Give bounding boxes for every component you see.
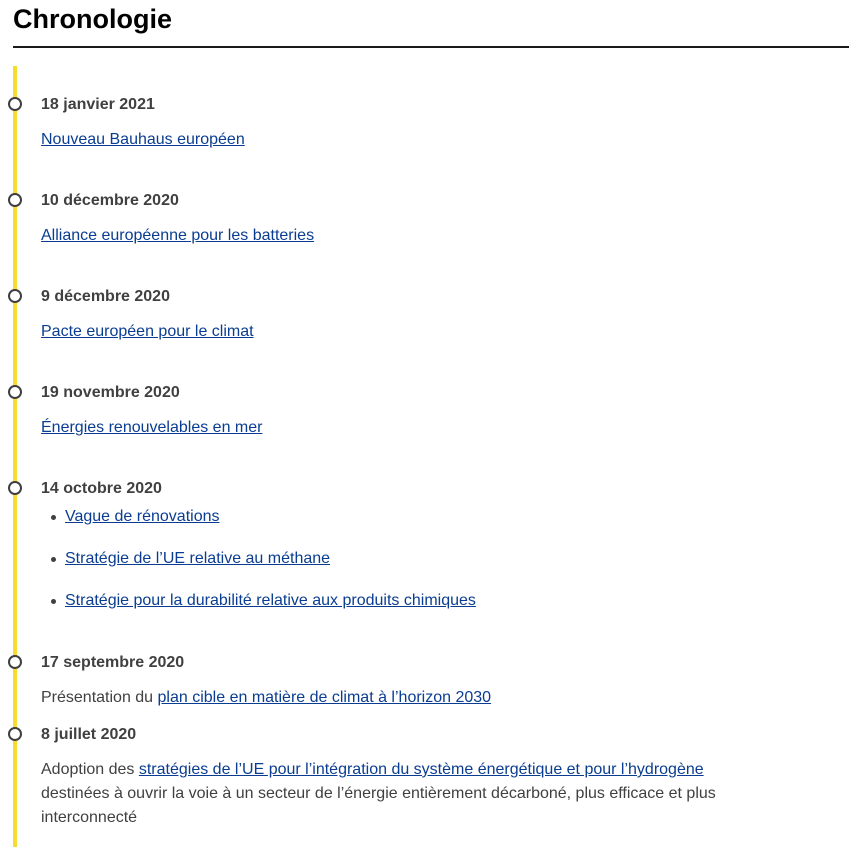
content-suffix: destinées à ouvrir la voie à un secteur de l’énergie entièrement décarboné, plus efficace et plus interconnecté	[41, 785, 716, 826]
link-plan-cible-climat[interactable]: plan cible en matière de climat à l’horizon 2030	[157, 689, 492, 706]
timeline-content	[41, 320, 781, 344]
link-strategies-integration-hydrogene[interactable]: stratégies de l’UE pour l’intégration du système énergétique et pour l’hydrogène	[138, 761, 704, 778]
list-item	[65, 505, 219, 529]
timeline-marker-icon	[8, 385, 22, 399]
timeline-date: 17 septembre 2020	[41, 654, 185, 671]
timeline-date: 10 décembre 2020	[41, 192, 179, 209]
list-item	[65, 589, 476, 613]
timeline-content	[41, 224, 781, 248]
timeline-marker-icon	[8, 97, 22, 111]
title-divider	[13, 46, 849, 48]
link-vague-renovations[interactable]: Vague de rénovations	[65, 508, 220, 525]
link-alliance-batteries[interactable]: Alliance européenne pour les batteries	[41, 227, 315, 244]
timeline-date: 8 juillet 2020	[41, 726, 137, 743]
link-pacte-climat[interactable]: Pacte européen pour le climat	[41, 323, 254, 340]
timeline-date: 18 janvier 2021	[41, 96, 155, 113]
page-title: Chronologie	[13, 4, 172, 34]
list-item	[65, 547, 330, 571]
link-strategie-produits-chimiques[interactable]: Stratégie pour la durabilité relative aux produits chimiques	[65, 592, 476, 609]
timeline-marker-icon	[8, 655, 22, 669]
timeline-marker-icon	[8, 481, 22, 495]
timeline-date: 9 décembre 2020	[41, 288, 170, 305]
link-nouveau-bauhaus[interactable]: Nouveau Bauhaus européen	[41, 131, 245, 148]
timeline-content	[41, 128, 781, 152]
content-prefix: Présentation du	[41, 689, 158, 706]
timeline-marker-icon	[8, 193, 22, 207]
timeline-marker-icon	[8, 289, 22, 303]
timeline-date: 14 octobre 2020	[41, 480, 162, 497]
link-strategie-methane[interactable]: Stratégie de l’UE relative au méthane	[65, 550, 331, 567]
content-prefix: Adoption des	[41, 761, 139, 778]
timeline-content	[41, 758, 741, 830]
timeline-content	[41, 416, 781, 440]
timeline-date: 19 novembre 2020	[41, 384, 180, 401]
link-energies-renouvelables[interactable]: Énergies renouvelables en mer	[41, 419, 263, 436]
timeline-marker-icon	[8, 727, 22, 741]
timeline-content	[41, 686, 781, 710]
